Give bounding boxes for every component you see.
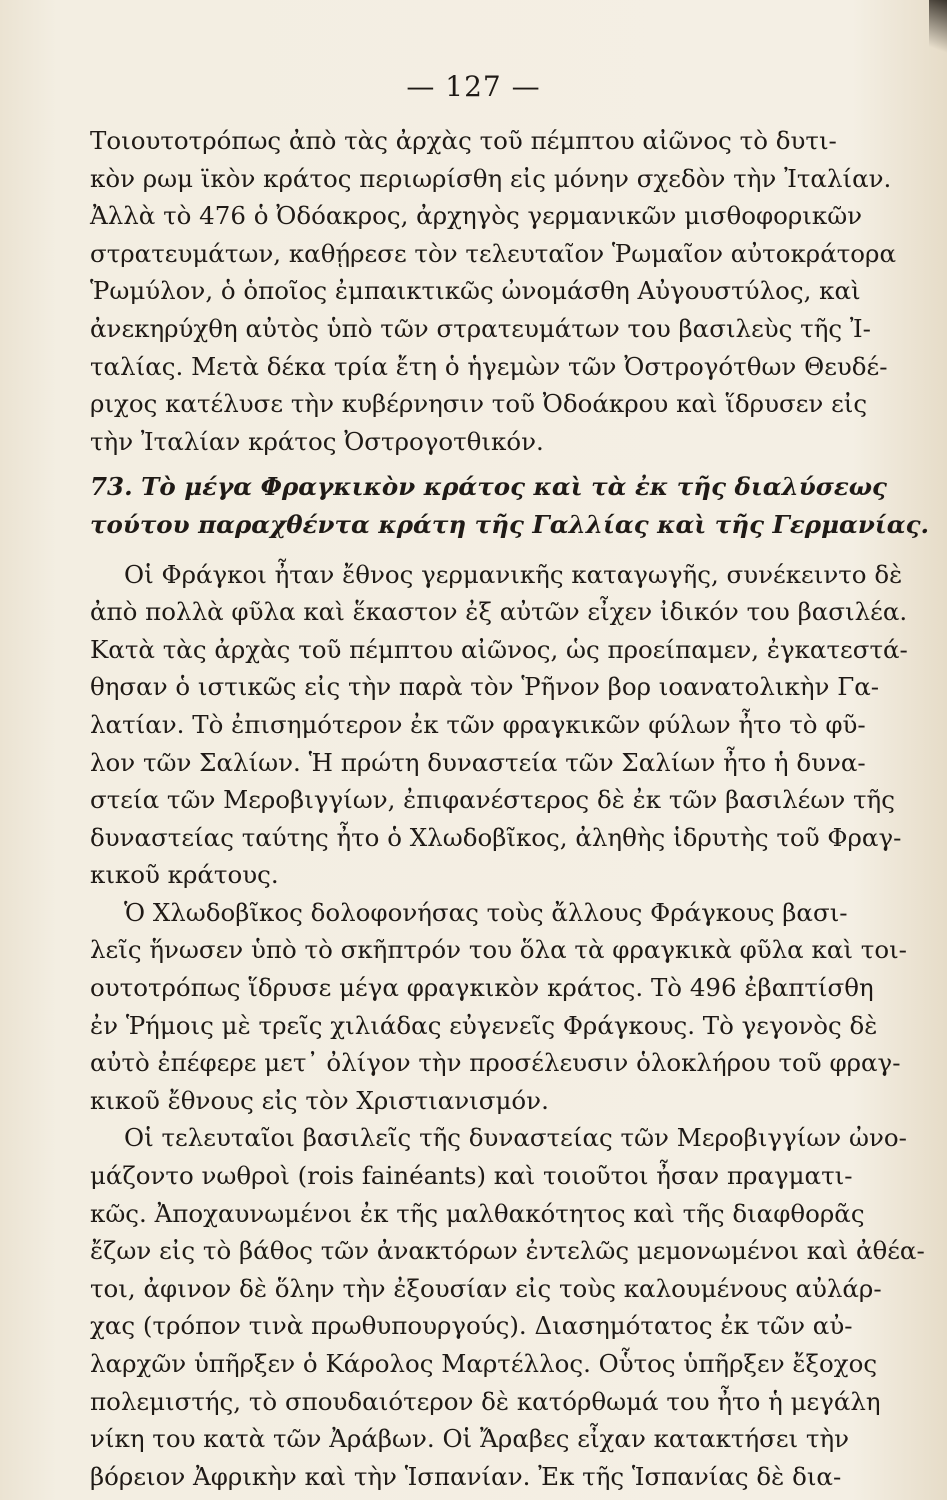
text-line: ουτοτρόπως ἵδρυσε μέγα φραγκικὸν κράτος. Τὸ 496 ἐβαπτίσθη xyxy=(90,973,874,1003)
text-line: λεῖς ἥνωσεν ὑπὸ τὸ σκῆπτρόν του ὅλα τὰ φραγκικὰ φῦλα καὶ τοι- xyxy=(90,935,907,965)
text-line: ἔζων εἰς τὸ βάθος τῶν ἀνακτόρων ἐντελῶς μεμονωμένοι καὶ ἀθέα- xyxy=(90,1236,925,1266)
section-heading xyxy=(90,468,930,543)
spacer xyxy=(90,460,826,468)
paragraph-1 xyxy=(90,122,896,460)
text-line: λαρχῶν ὑπῆρξεν ὁ Κάρολος Μαρτέλλος. Οὗτος ὑπῆρξεν ἔξοχος xyxy=(90,1349,878,1378)
paragraph-3 xyxy=(90,894,907,1120)
text-line: ριχος κατέλυσε τὴν κυβέρνησιν τοῦ Ὀδοάκρου καὶ ἵδρυσεν εἰς xyxy=(90,389,868,419)
text-line: κικοῦ κράτους. xyxy=(90,860,279,890)
page-edge-shadow xyxy=(929,0,947,60)
text-line: ἐν Ῥήμοις μὲ τρεῖς χιλιάδας εὐγενεῖς Φράγκους. Τὸ γεγονὸς δὲ xyxy=(90,1010,878,1040)
text-line: λατίαν. Τὸ ἐπισημότερον ἐκ τῶν φραγκικῶν φύλων ἦτο τὸ φῦ- xyxy=(90,709,866,739)
paragraph-2 xyxy=(90,556,908,894)
text-line: πολεμιστής, τὸ σπουδαιότερον δὲ κατόρθωμά του ἦτο ἡ μεγάλη xyxy=(90,1386,881,1416)
text-line: μάζοντο νωθροὶ (rois fainéants) καὶ τοιοῦτοι ἦσαν πραγματι- xyxy=(90,1161,853,1191)
text-line: δυναστείας ταύτης ἦτο ὁ Χλωδοβῖκος, ἀληθὴς ἱδρυτὴς τοῦ Φραγ- xyxy=(90,822,902,852)
paragraph-4 xyxy=(90,1119,925,1495)
text-line: Ῥωμύλον, ὁ ὁποῖος ἐμπαικτικῶς ὠνομάσθη Αὐγουστύλος, καὶ xyxy=(90,276,861,306)
text-line: αὐτὸ ἐπέφερε μετ᾽ ὀλίγον τὴν προσέλευσιν ὁλοκλήρου τοῦ φραγ- xyxy=(90,1048,901,1078)
text-line: ἀπὸ πολλὰ φῦλα καὶ ἕκαστον ἐξ αὐτῶν εἶχεν ἰδικόν του βασιλέα. xyxy=(90,597,908,627)
text-line: Οἱ τελευταῖοι βασιλεῖς τῆς δυναστείας τῶν Μεροβιγγίων ὠνο- xyxy=(124,1123,907,1153)
text-line: λον τῶν Σαλίων. Ἡ πρώτη δυναστεία τῶν Σαλίων ἦτο ἡ δυνα- xyxy=(90,747,866,777)
text-line: βόρειον Ἀφρικὴν καὶ τὴν Ἱσπανίαν. Ἐκ τῆς Ἱσπανίας δὲ δια- xyxy=(90,1461,842,1491)
text-line: Ἀλλὰ τὸ 476 ὁ Ὀδόακρος, ἀρχηγὸς γερμανικῶν μισθοφορικῶν xyxy=(90,201,863,231)
text-line: στρατευμάτων, καθῄρεσε τὸν τελευταῖον Ῥωμαῖον αὐτοκράτορα xyxy=(90,238,896,268)
text-line: θησαν ὁ ιστικῶς εἰς τὴν παρὰ τὸν Ῥῆνον βορ ιοανατολικὴν Γα- xyxy=(90,672,880,702)
spacer xyxy=(90,544,826,556)
text-line: Κατὰ τὰς ἀρχὰς τοῦ πέμπτου αἰῶνος, ὡς προείπαμεν, ἐγκατεστά- xyxy=(90,634,908,664)
heading-line: 73. Τὸ μέγα Φραγκικὸν κράτος καὶ τὰ ἐκ τῆς διαλύσεως xyxy=(90,472,887,502)
text-line: Οἱ Φράγκοι ἦταν ἔθνος γερμανικῆς καταγωγῆς, συνέκειντο δὲ xyxy=(124,559,903,589)
text-line: τὴν Ἰταλίαν κράτος Ὀστρογοτθικόν. xyxy=(90,426,544,456)
heading-line: τούτου παραχθέντα κράτη τῆς Γαλλίας καὶ τῆς Γερμανίας. xyxy=(90,509,930,539)
page-body xyxy=(90,122,930,1495)
text-line: τοι, ἀφινον δὲ ὅλην τὴν ἐξουσίαν εἰς τοὺς καλουμένους αὐλάρ- xyxy=(90,1273,882,1303)
text-line: Τοιουτοτρόπως ἀπὸ τὰς ἀρχὰς τοῦ πέμπτου αἰῶνος τὸ δυτι- xyxy=(90,126,837,155)
page-number: — 127 — xyxy=(406,70,541,103)
text-line: κὸν ρωμ ϊκὸν κράτος περιωρίσθη εἰς μόνην σχεδὸν τὴν Ἰταλίαν. xyxy=(90,163,892,193)
text-line: χας (τρόπον τινὰ πρωθυπουργούς). Διασημότατος ἐκ τῶν αὐ- xyxy=(90,1311,853,1341)
text-line: Ὁ Χλωδοβῖκος δολοφονήσας τοὺς ἄλλους Φράγκους βασι- xyxy=(124,897,848,927)
text-line: κῶς. Ἀποχαυνωμένοι ἐκ τῆς μαλθακότητος καὶ τῆς διαφθορᾶς xyxy=(90,1198,865,1228)
text-line: στεία τῶν Μεροβιγγίων, ἐπιφανέστερος δὲ ἐκ τῶν βασιλέων τῆς xyxy=(90,785,895,815)
text-line: κικοῦ ἔθνους εἰς τὸν Χριστιανισμόν. xyxy=(90,1085,549,1115)
text-line: ταλίας. Μετὰ δέκα τρία ἔτη ὁ ἡγεμὼν τῶν Ὀστρογότθων Θευδέ- xyxy=(90,351,888,381)
text-line: νίκη του κατὰ τῶν Ἀράβων. Οἱ Ἄραβες εἶχαν κατακτήσει τὴν xyxy=(90,1424,850,1454)
text-line: ἀνεκηρύχθη αὐτὸς ὑπὸ τῶν στρατευμάτων του βασιλεὺς τῆς Ἰ- xyxy=(90,313,871,343)
